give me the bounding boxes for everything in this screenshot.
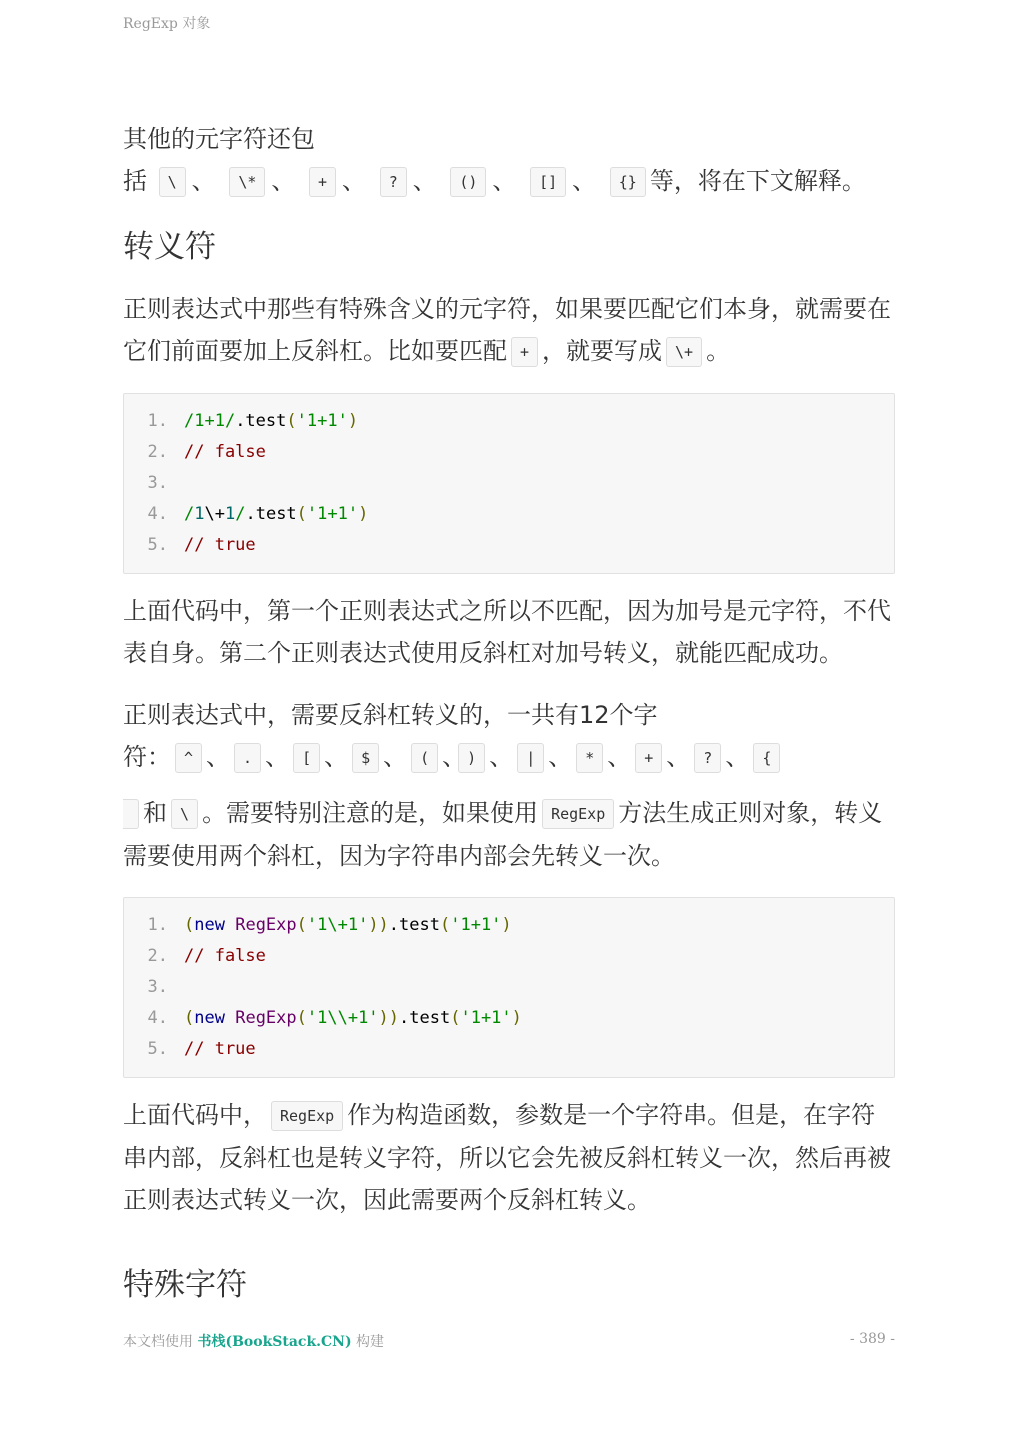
line-number: 1. (147, 411, 168, 431)
code-line: 5. // true (124, 1034, 894, 1065)
page-number: - 389 - (849, 1331, 895, 1347)
inline-code: | (517, 743, 544, 773)
code-block-1 (123, 393, 895, 574)
line-number: 5. (147, 1039, 168, 1059)
line-number: 4. (147, 1008, 168, 1028)
inline-code: + (511, 337, 538, 367)
escape-paragraph-3: 正则表达式中，需要反斜杠转义的，一共有12个字 符： ^ 、 . 、 [ 、 $ 、 ( 、 ) 、 | 、 * 、 + 、 ? 、 { 和 \ 。需要特别注意的是，如果使用 RegExp 方法生成正则对象，转义需要使用两个斜杠，因为字符串内部会先转义一次。 (123, 694, 895, 877)
code-line: 5. // true (124, 530, 894, 561)
inline-code: . (234, 743, 261, 773)
inline-code: \ (159, 167, 186, 197)
footer-brand-link[interactable]: 书栈(BookStack.CN) (197, 1334, 352, 1350)
code-line: 4. (new RegExp('1\\+1')).test('1+1') (124, 1003, 894, 1034)
escape-paragraph-1: 正则表达式中那些有特殊含义的元字符，如果要匹配它们本身，就需要在它们前面要加上反斜杠。比如要匹配 + ，就要写成 \+ 。 (123, 295, 891, 365)
inline-code: {} (610, 167, 646, 197)
inline-code: \ (171, 799, 198, 829)
code-line: 2. // false (124, 941, 894, 972)
inline-code: RegExp (542, 799, 614, 829)
intro-paragraph: 其他的元字符还包 括 \ 、 \* 、 + 、 ? 、 () 、 [] 、 {} 等，将在下文解释。 (123, 125, 866, 195)
inline-code: ? (694, 743, 721, 773)
code-line: 1. /1+1/.test('1+1') (124, 406, 894, 437)
inline-code: \+ (666, 337, 702, 367)
inline-code: ? (380, 167, 407, 197)
inline-code: ( (411, 743, 438, 773)
escape-paragraph-2: 上面代码中，第一个正则表达式之所以不匹配，因为加号是元字符，不代表自身。第二个正则表达式使用反斜杠对加号转义，就能匹配成功。 (123, 597, 891, 667)
inline-code: () (450, 167, 486, 197)
section-title-escape: 转义符 (123, 229, 216, 265)
inline-code: \* (229, 167, 265, 197)
inline-code: $ (352, 743, 379, 773)
inline-code: + (635, 743, 662, 773)
document-body (123, 118, 895, 1304)
inline-code: * (576, 743, 603, 773)
code-line: 2. // false (124, 437, 894, 468)
footer-suffix: 构建 (351, 1334, 385, 1350)
inline-code-continuation (123, 799, 139, 829)
intro-tail: 等，将在下文解释。 (649, 167, 866, 195)
line-number: 3. (147, 977, 168, 997)
intro-line1: 其他的元字符还包 (123, 125, 315, 153)
inline-code: RegExp (271, 1101, 343, 1131)
inline-code: ^ (175, 743, 202, 773)
inline-code: [ (293, 743, 320, 773)
section-title-special: 特殊字符 (123, 1267, 247, 1303)
code-line (124, 468, 894, 499)
footer-prefix: 本文档使用 (123, 1334, 198, 1350)
line-number: 2. (147, 442, 168, 462)
escape-paragraph-4: 上面代码中， RegExp 作为构造函数，参数是一个字符串。但是，在字符串内部，反斜杠也是转义字符，所以它会先被反斜杠转义一次，然后再被正则表达式转义一次，因此需要两个反斜杠转义。 (123, 1101, 891, 1214)
line-number: 3. (147, 473, 168, 493)
inline-code: [] (530, 167, 566, 197)
line-number: 5. (147, 535, 168, 555)
page-header-title: RegExp 对象 (123, 16, 211, 32)
intro-lead: 括 (123, 167, 147, 195)
line-number: 4. (147, 504, 168, 524)
inline-code: ) (458, 743, 485, 773)
code-line: 4. /1\+1/.test('1+1') (124, 499, 894, 530)
line-number: 1. (147, 915, 168, 935)
code-line (124, 972, 894, 1003)
line-number: 2. (147, 946, 168, 966)
escape-char-list: 符： ^ 、 . 、 [ 、 $ 、 ( 、 ) 、 | 、 * 、 + 、 ? 、 { (123, 736, 895, 779)
page-footer (123, 1331, 895, 1351)
code-line: 1. (new RegExp('1\+1')).test('1+1') (124, 910, 894, 941)
inline-code: + (309, 167, 336, 197)
inline-code: { (753, 743, 780, 773)
code-block-2 (123, 897, 895, 1078)
